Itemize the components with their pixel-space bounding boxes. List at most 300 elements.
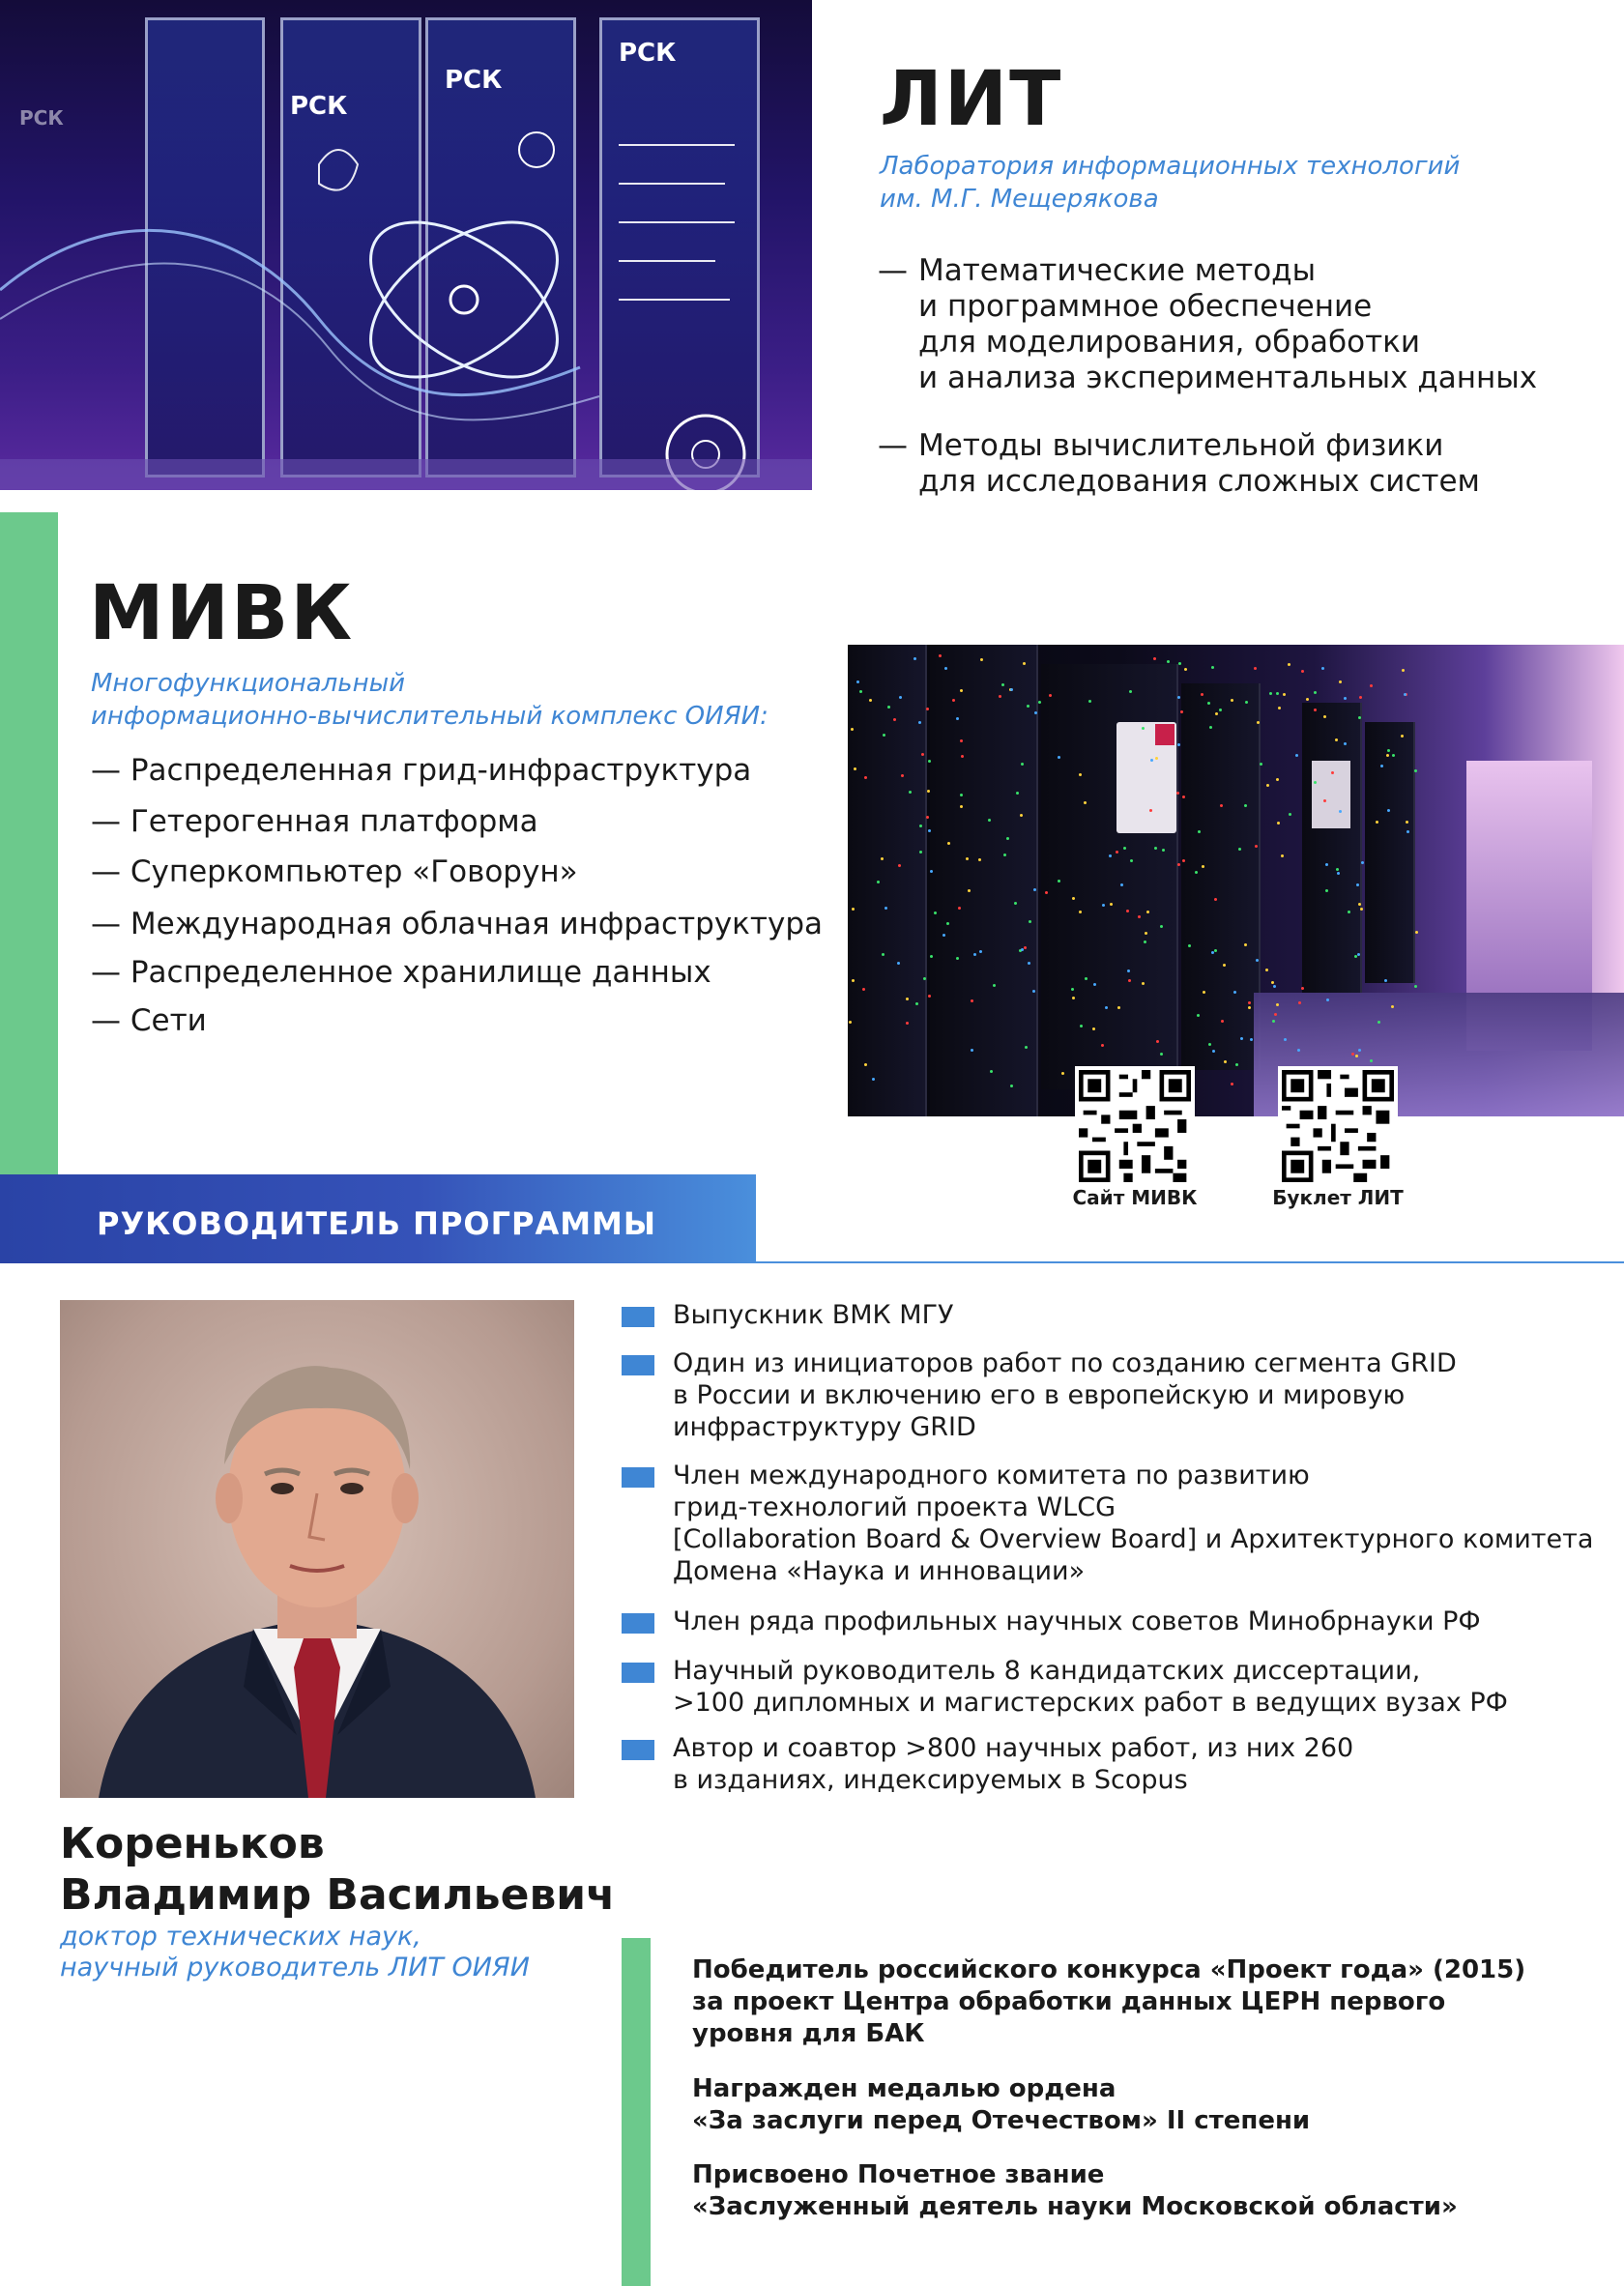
mivk-item: — Международная облачная инфраструктура (91, 907, 823, 941)
server-led (1274, 1013, 1277, 1016)
mivk-subtitle (91, 667, 864, 733)
server-led (947, 842, 950, 845)
server-led (851, 728, 854, 731)
server-led (1298, 1001, 1301, 1004)
server-led (1415, 931, 1418, 934)
server-led (1348, 911, 1350, 913)
server-led (1387, 749, 1390, 752)
server-led (1079, 911, 1082, 913)
dash: — (878, 428, 908, 463)
server-led (1149, 809, 1152, 812)
server-cabinet (848, 645, 927, 1116)
server-led (1049, 694, 1052, 697)
server-led (1273, 985, 1276, 988)
achievement-line: Член ряда профильных научных советов Минобрнауки РФ (673, 1606, 1481, 1636)
server-led (1257, 721, 1260, 724)
server-led (1361, 861, 1364, 864)
server-led (1180, 710, 1183, 713)
server-led (1177, 863, 1180, 866)
server-led (930, 870, 933, 873)
server-led (1145, 932, 1147, 935)
server-led (1150, 759, 1153, 762)
divider-line (756, 1261, 1624, 1263)
server-led (864, 1063, 867, 1066)
lit-bullet-line: Методы вычислительной физики (918, 428, 1444, 463)
mivk-title: МИВК (89, 570, 355, 657)
server-led (1105, 1006, 1108, 1009)
award-line: Присвоено Почетное звание (692, 2160, 1105, 2189)
achievement-item (622, 1606, 1617, 1637)
server-led (1003, 854, 1006, 856)
server-led (1250, 1038, 1253, 1041)
server-led (944, 667, 947, 670)
server-led (1184, 668, 1187, 671)
server-led (1211, 666, 1214, 669)
server-led (1301, 670, 1304, 673)
server-led (1325, 863, 1328, 866)
server-led (1021, 948, 1024, 951)
server-led (877, 881, 880, 883)
server-led (1358, 1049, 1361, 1052)
server-led (946, 922, 949, 925)
server-led (1032, 990, 1035, 993)
server-led (1376, 821, 1378, 824)
server-led (1156, 1040, 1159, 1043)
server-led (1276, 1003, 1279, 1006)
server-led (893, 718, 896, 721)
server-led (928, 829, 931, 832)
mivk-item: — Гетерогенная платформа (91, 804, 538, 839)
achievement-item (622, 1732, 1617, 1796)
server-led (1339, 680, 1342, 683)
mivk-subtitle-line: Многофункциональный (91, 669, 406, 698)
server-led (942, 934, 945, 937)
server-led (1260, 763, 1262, 766)
mivk-item: — Сети (91, 1003, 207, 1038)
server-led (906, 1022, 909, 1025)
server-led (1130, 859, 1133, 862)
qr-code-mivk[interactable] (1075, 1066, 1195, 1186)
server-cabinet (1181, 683, 1261, 1070)
mivk-item: — Распределенная грид-инфраструктура (91, 753, 752, 788)
server-led (1072, 897, 1075, 900)
achievement-item (622, 1655, 1617, 1719)
server-led (1142, 727, 1145, 730)
server-led (1188, 944, 1191, 947)
bullet-square-icon (622, 1740, 654, 1760)
server-led (1380, 765, 1383, 767)
server-led (1211, 951, 1214, 954)
server-led (1406, 821, 1408, 824)
achievement-line: Член международного комитета по развитию (673, 1461, 1310, 1490)
server-led (1414, 985, 1417, 988)
server-led (1235, 1063, 1238, 1066)
dash: — (878, 253, 908, 288)
server-led (988, 819, 991, 822)
server-led (1321, 667, 1324, 670)
server-led (1209, 726, 1212, 729)
lit-bullet-line: для моделирования, обработки (918, 325, 1421, 360)
server-led (1061, 1072, 1064, 1075)
server-led (854, 767, 856, 770)
achievement-line: в изданиях, индексируемых в Scopus (673, 1765, 1188, 1795)
server-led (1238, 848, 1241, 851)
server-led (1177, 743, 1180, 746)
achievement-line: Один из инициаторов работ по созданию сегмента GRID (673, 1348, 1457, 1378)
server-led (968, 889, 971, 892)
server-led (956, 717, 959, 720)
awards-accent-bar (622, 1938, 651, 2286)
rck-logo: РСК (290, 92, 348, 121)
server-led (1153, 657, 1156, 660)
lit-bullet-line: для исследования сложных систем (918, 464, 1480, 499)
server-led (1331, 771, 1334, 774)
server-led (1023, 662, 1026, 665)
server-led (1080, 1025, 1083, 1027)
server-led (1357, 953, 1360, 956)
server-led (1162, 849, 1165, 852)
bullet-square-icon (622, 1355, 654, 1375)
server-led (1231, 699, 1233, 702)
server-led (1006, 837, 1009, 840)
server-led (1182, 859, 1185, 862)
server-led (1146, 911, 1149, 913)
server-led (1021, 763, 1024, 766)
server-led (1265, 969, 1268, 971)
award-line: за проект Центра обработки данных ЦЕРН первого (692, 1987, 1446, 2016)
server-led (872, 1078, 875, 1081)
server-led (1354, 955, 1357, 958)
server-led (1010, 1085, 1013, 1087)
server-led (1351, 1053, 1354, 1056)
server-cabinet (930, 645, 1038, 1116)
server-led (923, 977, 926, 980)
server-led (1138, 915, 1141, 918)
server-led (915, 1002, 918, 1005)
server-led (882, 953, 884, 956)
server-led (1160, 1053, 1163, 1056)
achievement-line: [Collaboration Board & Overview Board] и Архитектурного комитета (673, 1524, 1594, 1554)
server-led (1219, 709, 1222, 711)
server-led (1314, 781, 1317, 784)
server-room-photo (848, 645, 1624, 1116)
server-led (1344, 742, 1347, 745)
server-led (1155, 757, 1158, 760)
server-led (1072, 997, 1075, 999)
server-led (1233, 991, 1236, 994)
server-led (1266, 784, 1269, 787)
server-led (1323, 799, 1326, 802)
server-led (978, 858, 981, 861)
server-led (1314, 691, 1317, 694)
server-led (1123, 847, 1126, 850)
rck-logo: РСК (445, 66, 503, 95)
server-led (1276, 778, 1279, 781)
accent-bar (0, 512, 58, 1174)
server-led (897, 962, 900, 965)
server-led (1109, 854, 1112, 857)
server-led (1178, 662, 1181, 665)
award-line: Награжден медалью ордена (692, 2074, 1116, 2103)
lit-bullet-line: и программное обеспечение (918, 289, 1373, 324)
award-item (692, 1954, 1610, 2050)
server-led (1071, 988, 1074, 991)
server-led (906, 998, 909, 1000)
server-led (852, 908, 855, 911)
server-led (901, 774, 904, 777)
lit-subtitle-line: им. М.Г. Мещерякова (880, 185, 1159, 214)
server-led (1401, 735, 1404, 738)
server-led (1084, 801, 1087, 804)
server-led (1256, 959, 1259, 962)
server-led (927, 790, 930, 793)
server-led (1110, 903, 1113, 906)
server-led (1370, 1059, 1373, 1062)
server-led (1101, 1044, 1104, 1047)
server-led (1339, 810, 1342, 813)
server-led (862, 988, 865, 991)
server-led (1301, 987, 1304, 990)
bullet-square-icon (622, 1467, 654, 1488)
achievement-line: инфраструктуру GRID (673, 1412, 976, 1442)
server-led (1088, 700, 1091, 703)
achievement-item (622, 1299, 1617, 1331)
server-led (1284, 1038, 1287, 1041)
server-led (1028, 962, 1030, 965)
server-led (1297, 1049, 1300, 1052)
server-led (966, 857, 969, 860)
achievement-line: Домена «Наука и инновации» (673, 1556, 1086, 1586)
server-led (980, 658, 983, 661)
control-panel-label (1155, 724, 1174, 745)
server-led (1254, 667, 1257, 670)
server-led (960, 805, 963, 808)
server-led (1370, 684, 1373, 687)
server-led (864, 776, 867, 779)
server-led (990, 1070, 993, 1073)
server-led (1360, 908, 1363, 911)
server-led (1144, 940, 1146, 943)
server-led (1195, 871, 1198, 874)
server-led (1001, 683, 1004, 686)
achievement-line: в России и включению его в европейскую и мировую (673, 1380, 1406, 1410)
server-led (1079, 773, 1082, 776)
server-led (1127, 969, 1130, 972)
server-led (1288, 663, 1290, 666)
server-led (1356, 883, 1359, 886)
server-led (1326, 998, 1329, 1001)
server-led (1016, 792, 1019, 795)
server-led (973, 953, 976, 956)
server-led (919, 851, 922, 854)
server-led (930, 955, 933, 958)
server-led (1085, 977, 1088, 980)
server-led (1215, 712, 1218, 715)
server-led (1337, 872, 1340, 875)
person-given-names: Владимир Васильевич (60, 1870, 616, 1920)
server-led (1414, 769, 1417, 772)
server-led (1245, 701, 1248, 704)
qr-caption: Буклет ЛИТ (1272, 1186, 1404, 1209)
server-led (1058, 756, 1060, 759)
server-led (1276, 692, 1279, 695)
server-led (1231, 1083, 1233, 1085)
award-line: «За заслуги перед Отечеством» II степени (692, 2106, 1311, 2135)
server-led (918, 721, 921, 724)
server-led (1314, 709, 1317, 711)
lit-bullet-line: и анализа экспериментальных данных (918, 361, 1538, 395)
server-led (979, 950, 982, 953)
mivk-item: — Суперкомпьютер «Говорун» (91, 854, 578, 889)
server-led (1278, 707, 1281, 709)
mivk-item: — Распределенное хранилище данных (91, 955, 711, 990)
server-led (1391, 1005, 1394, 1008)
server-led (939, 654, 942, 657)
server-led (1248, 1006, 1251, 1009)
person-illustration (60, 1300, 574, 1798)
server-led (914, 657, 916, 660)
lit-subtitle (880, 150, 1576, 216)
achievement-item (622, 1460, 1617, 1587)
server-led (1335, 738, 1338, 741)
bullet-square-icon (622, 1307, 654, 1327)
server-led (852, 979, 855, 982)
server-led (1359, 696, 1362, 699)
server-led (1220, 804, 1223, 807)
achievement-line: грид-технологий проекта WLCG (673, 1492, 1116, 1522)
server-led (1029, 920, 1031, 923)
award-line: «Заслуженный деятель науки Московской области» (692, 2192, 1458, 2221)
server-led (1402, 669, 1405, 672)
server-led (1167, 660, 1170, 663)
server-led (928, 995, 931, 998)
achievement-item (622, 1347, 1617, 1443)
server-led (952, 699, 955, 702)
server-led (1198, 830, 1201, 833)
server-led (899, 696, 902, 699)
server-led (869, 699, 872, 702)
server-led (1214, 949, 1217, 952)
server-led (971, 999, 973, 1002)
server-led (1355, 1055, 1358, 1057)
light-graffiti-art (0, 0, 812, 490)
server-led (859, 690, 862, 693)
server-led (1045, 891, 1048, 894)
server-led (1010, 688, 1013, 691)
server-led (1024, 946, 1027, 949)
server-led (1208, 1043, 1211, 1046)
server-led (1289, 813, 1291, 816)
server-led (1197, 1014, 1200, 1017)
server-led (960, 794, 963, 796)
server-led (921, 753, 924, 756)
server-led (884, 907, 887, 910)
server-led (881, 857, 884, 860)
server-led (926, 816, 929, 819)
server-led (887, 706, 890, 709)
server-led (1142, 982, 1145, 985)
person-position: научный руководитель ЛИТ ОИЯИ (60, 1953, 530, 1982)
server-led (1214, 898, 1217, 901)
server-led (1224, 1060, 1227, 1063)
server-led (993, 984, 996, 987)
server-led (1038, 701, 1041, 704)
server-cabinet (1302, 703, 1362, 993)
server-led (971, 1049, 973, 1052)
server-led (1160, 925, 1163, 928)
achievement-line: Научный руководитель 8 кандидатских диссертации, (673, 1656, 1421, 1686)
server-led (1387, 809, 1390, 812)
server-led (1034, 711, 1037, 714)
achievement-line: >100 дипломных и магистерских работ в ведущих вузах РФ (673, 1688, 1508, 1718)
server-cabinet (1365, 722, 1415, 983)
award-line: Победитель российского конкурса «Проект года» (2015) (692, 1955, 1526, 1984)
server-led (1014, 902, 1017, 905)
mivk-subtitle-line: информационно-вычислительный комплекс ОИЯИ: (91, 702, 768, 731)
server-led (898, 864, 901, 867)
server-led (1323, 715, 1326, 718)
server-led (1093, 983, 1096, 986)
server-led (1203, 991, 1205, 994)
server-led (1117, 1006, 1120, 1009)
banner-title: РУКОВОДИТЕЛЬ ПРОГРАММЫ (97, 1205, 657, 1242)
server-led (1102, 904, 1105, 907)
server-led (1177, 696, 1180, 699)
server-led (1058, 880, 1060, 883)
award-item (692, 2073, 1610, 2137)
server-led (1272, 1020, 1275, 1023)
server-led (1221, 1020, 1224, 1023)
server-led (883, 734, 885, 737)
server-led (1269, 692, 1272, 695)
server-led (1116, 851, 1118, 854)
server-led (961, 755, 964, 758)
portrait-photo (60, 1300, 574, 1798)
person-surname: Кореньков (60, 1819, 325, 1868)
lit-title: ЛИТ (880, 56, 1063, 143)
server-led (934, 912, 937, 914)
lit-bullet (878, 428, 1593, 500)
person-position: доктор технических наук, (60, 1922, 421, 1952)
server-led (1277, 822, 1280, 825)
server-led (1386, 754, 1389, 757)
server-led (956, 957, 959, 960)
rck-logo: РСК (619, 39, 677, 68)
server-led (1358, 716, 1361, 719)
server-led (1212, 1050, 1215, 1053)
achievement-line: Выпускник ВМК МГУ (673, 1300, 954, 1330)
server-led (1207, 702, 1210, 705)
server-led (1092, 1027, 1095, 1030)
server-led (1244, 804, 1247, 807)
server-led (856, 680, 859, 683)
server-led (1255, 845, 1258, 848)
lit-subtitle-line: Лаборатория информационных технологий (880, 152, 1461, 181)
server-led (1406, 830, 1409, 833)
server-led (1129, 690, 1132, 693)
server-led (1271, 981, 1274, 984)
qr-code-lit-booklet[interactable] (1278, 1066, 1398, 1186)
lit-bullet-line: Математические методы (918, 253, 1317, 288)
server-led (1202, 865, 1204, 868)
supercomputer-photo (0, 0, 812, 490)
lit-bullet (878, 253, 1593, 396)
server-led (1283, 693, 1286, 696)
server-led (1020, 814, 1023, 817)
qr-caption: Сайт МИВК (1072, 1186, 1198, 1209)
server-led (849, 1021, 852, 1024)
bullet-square-icon (622, 1663, 654, 1683)
